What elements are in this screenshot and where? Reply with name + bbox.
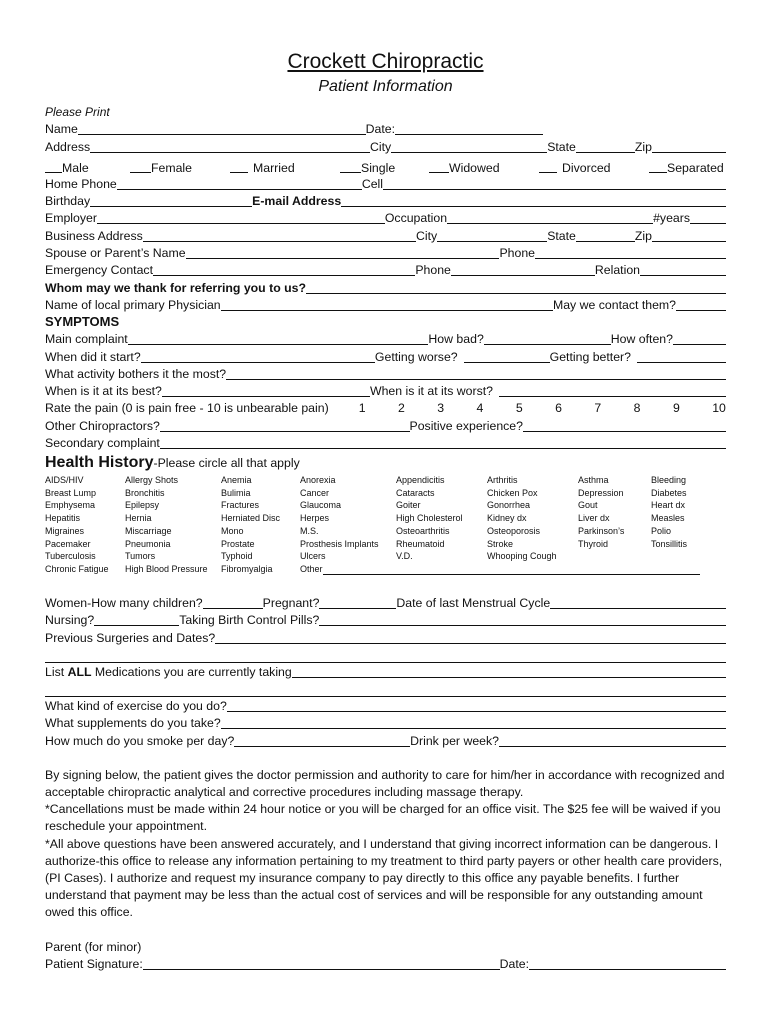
- referral-field[interactable]: [306, 281, 726, 294]
- condition-item[interactable]: Emphysema: [45, 500, 96, 511]
- condition-item[interactable]: Heart dx: [651, 500, 686, 511]
- cancellation-paragraph: *Cancellations must be made within 24 hour notice or you will be charged for an office visit. The $25 fee will be waived if you reschedule your appointment.: [45, 802, 721, 834]
- children-row: Women-How many children? Pregnant? Date of last Menstrual Cycle: [45, 594, 726, 611]
- divorced-checkbox[interactable]: Divorced: [539, 160, 649, 175]
- condition-item[interactable]: Anemia: [221, 475, 252, 486]
- condition-item[interactable]: Liver dx: [578, 513, 610, 524]
- medications-field[interactable]: [292, 665, 726, 678]
- pain-scale-option[interactable]: 9: [672, 401, 680, 416]
- medications-extra-line[interactable]: [45, 680, 726, 697]
- condition-item[interactable]: Polio: [651, 525, 672, 536]
- pain-scale-option[interactable]: 6: [555, 401, 562, 416]
- cell-field[interactable]: [383, 177, 726, 190]
- pain-scale: [329, 401, 726, 416]
- phone-row: Home Phone Cell: [45, 175, 726, 192]
- condition-item[interactable]: Chronic Fatigue: [45, 563, 109, 574]
- symptoms-heading: SYMPTOMS: [45, 313, 120, 329]
- condition-item: [578, 550, 651, 563]
- email-field[interactable]: [341, 194, 726, 207]
- exercise-field[interactable]: [227, 699, 726, 712]
- pain-rating-row: Rate the pain (0 is pain free - 10 is unbearable pain) 1 2 3 4 5 6 7 8 9 10: [45, 401, 726, 416]
- marital-status-row: [45, 155, 726, 175]
- contact-physician-field[interactable]: [676, 298, 726, 311]
- condition-item[interactable]: Gout: [578, 500, 598, 511]
- health-history-heading: Health History-Please circle all that apply: [45, 454, 300, 472]
- name-field[interactable]: [78, 122, 366, 135]
- patient-signature-field[interactable]: [143, 957, 500, 970]
- occupation-field[interactable]: [447, 211, 653, 224]
- condition-item[interactable]: V.D.: [396, 551, 413, 562]
- condition-item[interactable]: Depression: [578, 487, 624, 498]
- condition-item[interactable]: Goiter: [396, 500, 421, 511]
- drink-field[interactable]: [499, 734, 726, 747]
- condition-item[interactable]: Arthritis: [487, 475, 518, 486]
- male-checkbox[interactable]: Male: [45, 160, 130, 175]
- condition-item[interactable]: Bleeding: [651, 475, 687, 486]
- pain-scale-option[interactable]: 4: [476, 401, 484, 416]
- form-subtitle: Patient Information: [318, 78, 453, 95]
- pain-scale-option[interactable]: 5: [515, 401, 523, 416]
- condition-item[interactable]: Mono: [221, 525, 244, 536]
- condition-item[interactable]: Asthma: [578, 475, 609, 486]
- authorization-paragraph: *All above questions have been answered accurately, and I understand that giving incorrect information can be dangerous. I authorize-this office to release any information pertaining to my treatment to third party payers or other health care providers, (PI Cases). I authorize and request my insurance company to pay directly to this office any payable benefits. I further understand that payment may be less than the actual cost of services and will be responsible for any outstanding amount owed this office.: [45, 836, 723, 920]
- relation-field[interactable]: [640, 263, 726, 276]
- name-date-row: Name Date:: [45, 120, 726, 137]
- other-chiro-row: Other Chiropractors? Positive experience?: [45, 416, 726, 433]
- pregnant-field[interactable]: [319, 596, 396, 609]
- condition-item[interactable]: Hernia: [125, 513, 152, 524]
- pain-scale-option[interactable]: 10: [712, 401, 726, 416]
- condition-item[interactable]: Fractures: [221, 500, 260, 511]
- condition-item[interactable]: Thyroid: [578, 538, 609, 549]
- condition-item[interactable]: Tuberculosis: [45, 551, 96, 562]
- condition-item[interactable]: High Blood Pressure: [125, 563, 208, 574]
- secondary-row: Secondary complaint: [45, 434, 726, 451]
- children-field[interactable]: [203, 596, 263, 609]
- condition-item[interactable]: Pneumonia: [125, 538, 171, 549]
- zip-field[interactable]: [652, 140, 726, 153]
- address-row: Address City State Zip: [45, 137, 726, 154]
- female-checkbox[interactable]: Female: [130, 160, 230, 175]
- getting-better-field[interactable]: [637, 350, 726, 363]
- condition-item[interactable]: Allergy Shots: [125, 475, 179, 486]
- condition-item[interactable]: Hepatitis: [45, 513, 81, 524]
- patient-information-form: [45, 48, 726, 972]
- smoke-drink-row: How much do you smoke per day? Drink per week?: [45, 731, 726, 748]
- condition-item[interactable]: Herniated Disc: [221, 513, 281, 524]
- business-address-field[interactable]: [143, 229, 416, 242]
- condition-item[interactable]: Glaucoma: [300, 500, 342, 511]
- other-chiropractors-field[interactable]: [160, 419, 410, 432]
- condition-item[interactable]: Diabetes: [651, 487, 687, 498]
- supplements-field[interactable]: [221, 716, 726, 729]
- consent-paragraph: By signing below, the patient gives the doctor permission and authority to care for him/her in accordance with recognized and acceptable chiropractic analytical and corrective procedures including massage therapy.: [45, 767, 725, 799]
- surgeries-row: Previous Surgeries and Dates?: [45, 628, 726, 645]
- condition-item[interactable]: Miscarriage: [125, 525, 172, 536]
- parent-row: Parent (for minor): [45, 939, 142, 954]
- at-worst-field[interactable]: [499, 384, 726, 397]
- married-checkbox[interactable]: Married: [230, 160, 340, 175]
- condition-item: [651, 550, 726, 563]
- condition-item[interactable]: Cataracts: [396, 487, 435, 498]
- condition-item[interactable]: Epilepsy: [125, 500, 160, 511]
- condition-item[interactable]: High Cholesterol: [396, 513, 463, 524]
- business-address-row: Business Address City State Zip: [45, 226, 726, 243]
- main-complaint-row: Main complaint How bad? How often?: [45, 330, 726, 347]
- address-field[interactable]: [90, 140, 370, 153]
- condition-item[interactable]: Chicken Pox: [487, 487, 538, 498]
- condition-item[interactable]: Anorexia: [300, 475, 336, 486]
- birthday-email-row: Birthday E-mail Address: [45, 192, 726, 209]
- business-city-field[interactable]: [437, 229, 547, 242]
- condition-item[interactable]: Appendicitis: [396, 475, 445, 486]
- birth-control-field[interactable]: [319, 613, 726, 626]
- condition-item[interactable]: Stroke: [487, 538, 514, 549]
- condition-item[interactable]: Typhoid: [221, 551, 253, 562]
- spouse-phone-field[interactable]: [535, 246, 726, 259]
- condition-item[interactable]: Ulcers: [300, 551, 326, 562]
- smoke-field[interactable]: [234, 734, 410, 747]
- condition-item[interactable]: Tumors: [125, 551, 156, 562]
- condition-item[interactable]: AIDS/HIV: [45, 475, 84, 486]
- date-field[interactable]: [395, 122, 543, 135]
- separated-checkbox[interactable]: Separated: [649, 160, 726, 175]
- condition-item[interactable]: Pacemaker: [45, 538, 91, 549]
- main-complaint-field[interactable]: [128, 332, 429, 345]
- bothers-most-field[interactable]: [226, 367, 726, 380]
- condition-item[interactable]: Whooping Cough: [487, 551, 557, 562]
- business-zip-field[interactable]: [652, 229, 726, 242]
- condition-item[interactable]: Bulimia: [221, 487, 251, 498]
- when-start-field[interactable]: [141, 350, 375, 363]
- clinic-title: Crockett Chiropractic: [287, 50, 484, 73]
- positive-experience-field[interactable]: [523, 419, 726, 432]
- signature-row: Patient Signature: Date:: [45, 955, 726, 972]
- condition-item[interactable]: Fibromyalgia: [221, 563, 273, 574]
- condition-item[interactable]: Prosthesis Implants: [300, 538, 379, 549]
- pain-scale-option[interactable]: 8: [633, 401, 641, 416]
- city-field[interactable]: [391, 140, 547, 153]
- physician-field[interactable]: [221, 298, 553, 311]
- condition-item[interactable]: M.S.: [300, 525, 319, 536]
- please-print-note: Please Print: [45, 105, 110, 119]
- condition-item[interactable]: Herpes: [300, 513, 330, 524]
- at-best-field[interactable]: [162, 384, 370, 397]
- condition-item[interactable]: Osteoporosis: [487, 525, 541, 536]
- condition-item[interactable]: Osteoarthritis: [396, 525, 450, 536]
- condition-item[interactable]: Parkinson’s: [578, 525, 625, 536]
- signature-date-field[interactable]: [529, 957, 726, 970]
- condition-item[interactable]: Bronchitis: [125, 487, 165, 498]
- condition-item[interactable]: Prostate: [221, 538, 255, 549]
- business-state-field[interactable]: [576, 229, 635, 242]
- emergency-contact-field[interactable]: [153, 263, 415, 276]
- best-worst-row: When is it at its best? When is it at its worst?: [45, 382, 726, 399]
- how-often-field[interactable]: [673, 332, 726, 345]
- pain-scale-option[interactable]: 2: [397, 401, 405, 416]
- spouse-row: Spouse or Parent’s Name Phone: [45, 244, 726, 261]
- bothers-row: What activity bothers it the most?: [45, 365, 726, 382]
- condition-item[interactable]: Cancer: [300, 487, 330, 498]
- start-row: When did it start? Getting worse? Getting better?: [45, 347, 726, 364]
- emergency-row: Emergency Contact Phone Relation: [45, 261, 726, 278]
- single-checkbox[interactable]: Single: [340, 160, 429, 175]
- nursing-field[interactable]: [94, 613, 179, 626]
- exercise-row: What kind of exercise do you do?: [45, 697, 726, 714]
- condition-item[interactable]: Measles: [651, 513, 685, 524]
- physician-row: Name of local primary Physician May we contact them?: [45, 296, 726, 313]
- home-phone-field[interactable]: [117, 177, 362, 190]
- state-field[interactable]: [576, 140, 635, 153]
- pain-scale-option[interactable]: 3: [437, 401, 445, 416]
- condition-item[interactable]: Kidney dx: [487, 513, 527, 524]
- how-bad-field[interactable]: [484, 332, 611, 345]
- medications-row: List ALL Medications you are currently taking: [45, 663, 726, 680]
- supplements-row: What supplements do you take?: [45, 714, 726, 731]
- birthday-field[interactable]: [90, 194, 252, 207]
- condition-list: [45, 474, 726, 576]
- condition-item[interactable]: Tonsillitis: [651, 538, 688, 549]
- getting-worse-field[interactable]: [464, 350, 550, 363]
- condition-item[interactable]: Gonorrhea: [487, 500, 531, 511]
- years-field[interactable]: [690, 211, 726, 224]
- menstrual-date-field[interactable]: [550, 596, 726, 609]
- nursing-row: Nursing? Taking Birth Control Pills?: [45, 611, 726, 628]
- secondary-complaint-field[interactable]: [160, 436, 726, 449]
- widowed-checkbox[interactable]: Widowed: [429, 160, 539, 175]
- surgeries-field[interactable]: [215, 631, 726, 644]
- condition-item[interactable]: Breast Lump: [45, 487, 97, 498]
- referral-row: Whom may we thank for referring you to us?: [45, 278, 726, 295]
- emergency-phone-field[interactable]: [451, 263, 595, 276]
- pain-scale-option[interactable]: 1: [358, 401, 366, 416]
- pain-scale-option[interactable]: 7: [594, 401, 602, 416]
- surgeries-extra-line[interactable]: [45, 646, 726, 663]
- employer-row: Employer Occupation #years: [45, 209, 726, 226]
- employer-field[interactable]: [97, 211, 385, 224]
- other-condition[interactable]: Other: [300, 563, 726, 576]
- spouse-name-field[interactable]: [186, 246, 500, 259]
- condition-item[interactable]: Migraines: [45, 525, 85, 536]
- condition-item[interactable]: Rheumatoid: [396, 538, 445, 549]
